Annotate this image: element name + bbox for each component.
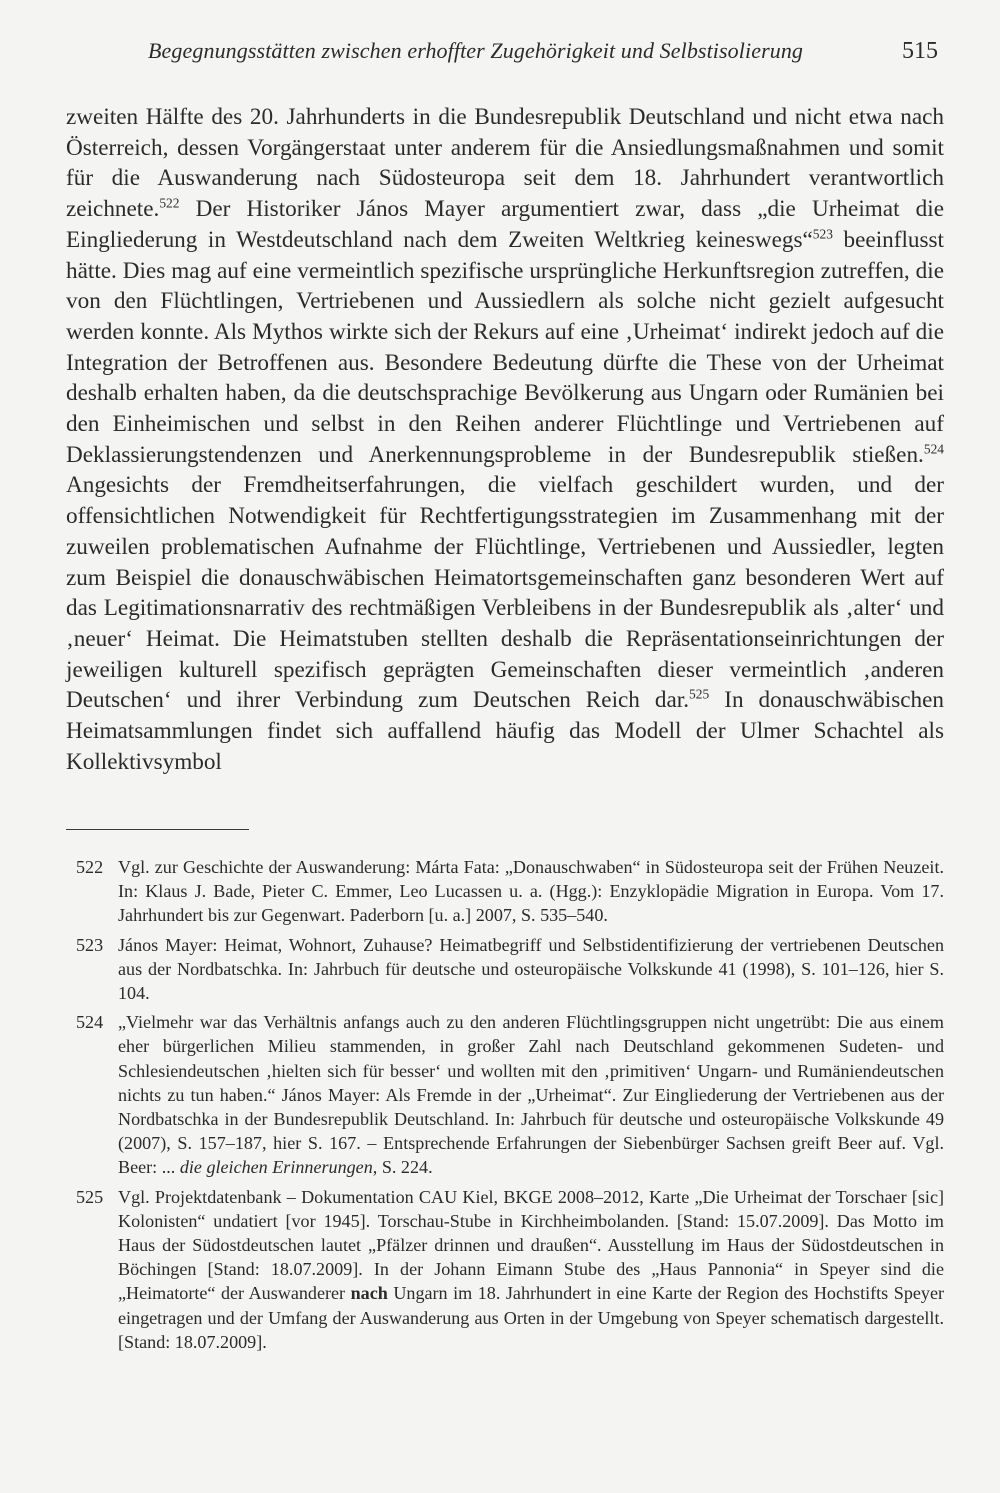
footnote-text-tail: , S. 224.	[372, 1157, 433, 1178]
footnote-ref-525[interactable]: 525	[689, 686, 710, 702]
footnote-524	[66, 1010, 944, 1179]
footnote-525	[66, 1185, 944, 1354]
footnote-italic-title: die gleichen Erinnerungen	[179, 1157, 373, 1178]
footnote-ref-523[interactable]: 523	[812, 226, 833, 242]
footnote-522	[66, 855, 944, 928]
main-paragraph	[66, 102, 944, 777]
footnote-text-tail: Ungarn im 18. Jahrhundert in eine Karte der Region des Hochstifts Speyer eingetragen und der Umfang der Auswanderung aus Orten in der Umgebung von Speyer schematisch dargestellt. [Stand: 18.07.2009].	[118, 1283, 944, 1352]
running-header	[66, 38, 938, 72]
paragraph-text: In donauschwäbischen Heimatsammlungen findet sich auffallend häufig das Modell der Ulmer Schachtel als Kollektivsymbol	[66, 687, 944, 775]
footnote-number: 522	[76, 857, 104, 877]
footnote-text: „Vielmehr war das Verhältnis anfangs auch zu den anderen Flüchtlingsgruppen nicht ungetrübt: Die aus einem eher bürgerlichen Milieu stammenden, in großer Zahl nach Deutschland gekommenen Sudeten- und Schlesiendeutschen ‚hielten sich für besser‘ und wollten mit den ‚primitiven‘ Ungarn- und Rumäniendeutschen nichts zu tun haben.“ János Mayer: Als Fremde in der „Urheimat“. Zur Eingliederung der Vertriebenen aus der Nordbatschka in der Bundesrepublik Deutschland. In: Jahrbuch für deutsche und osteuropäische Volkskunde 49 (2007), S. 157–187, hier S. 167. – Entsprechende Erfahrungen der Siebenbürger Sachsen greift Beer auf. Vgl. Beer: ...	[118, 1012, 944, 1178]
footnote-separator	[66, 829, 249, 830]
footnote-text: Vgl. zur Geschichte der Auswanderung: Márta Fata: „Donauschwaben“ in Südosteuropa seit der Frühen Neuzeit. In: Klaus J. Bade, Pieter C. Emmer, Leo Lucassen u. a. (Hgg.): Enzyklopädie Migration in Europa. Vom 17. Jahrhundert bis zur Gegenwart. Paderborn [u. a.] 2007, S. 535–540.	[118, 857, 944, 926]
footnote-523	[66, 933, 944, 1006]
footnote-text: Vgl. Projektdatenbank – Dokumentation CAU Kiel, BKGE 2008–2012, Karte „Die Urheimat der Torschaer [sic] Kolonisten“ undatiert [vor 1945]. Torschau-Stube in Kirchheimbolanden. [Stand: 15.07.2009]. Das Motto im Haus der Südostdeutschen lautet „Pfälzer drinnen und draußen“. Ausstellung im Haus der Südostdeutschen in Böchingen [Stand: 18.07.2009]. In der Johann Eimann Stube des „Haus Pannonia“ in Speyer sind die „Heimatorte“ der Auswanderer	[118, 1186, 944, 1304]
footnote-number: 523	[76, 934, 104, 955]
footnotes-list	[66, 855, 944, 1354]
footnote-bold-word: nach	[350, 1283, 388, 1304]
footnote-ref-522[interactable]: 522	[159, 195, 180, 211]
running-title: Begegnungsstätten zwischen erhoffter Zugehörigkeit und Selbstisolierung	[148, 38, 804, 63]
paragraph-text: Angesichts der Fremdheitserfahrungen, die vielfach geschildert wurden, und der offensichtlichen Notwendigkeit für Rechtfertigungsstrategien im Zusammenhang mit der zuweilen problematischen Aufnahme der Flüchtlinge, Vertriebenen und Aussiedler, legten zum Beispiel die donauschwäbischen Heimatortsgemeinschaften ganz besonderen Wert auf das Legitimationsnarrativ des rechtmäßigen Verbleibens in der Bundesrepublik als ‚alter‘ und ‚neuer‘ Heimat. Die Heimatstuben stellten deshalb die Repräsentationseinrichtungen der jeweiligen kulturell spezifisch geprägten Gemeinschaften dieser vermeintlich ‚anderen Deutschen‘ und ihrer Verbindung zum Deutschen Reich dar.	[66, 472, 944, 714]
paragraph-text: beeinflusst hätte. Dies mag auf eine vermeintlich spezifische ursprüngliche Herkunftsregion zutreffen, die von den Flüchtlingen, Vertriebenen und Aussiedlern als solche nicht gezielt aufgesucht werden konnte. Als Mythos wirkte sich der Rekurs auf eine ‚Urheimat‘ indirekt jedoch auf die Integration der Betroffenen aus. Besondere Bedeutung dürfte die These von der Urheimat deshalb erhalten haben, da die deutschsprachige Bevölkerung aus Ungarn oder Rumänien bei den Einheimischen und selbst in den Reihen anderer Flüchtlinge und Vertriebenen auf Deklassierungstendenzen und Anerkennungsprobleme in der Bundesrepublik stießen.	[66, 226, 944, 468]
paragraph-text: Der Historiker János Mayer argumentiert zwar, dass „die Urheimat die Eingliederung in Westdeutschland nach dem Zweiten Weltkrieg keineswegs“	[66, 196, 944, 253]
footnote-number: 524	[76, 1012, 104, 1033]
paragraph-text: zweiten Hälfte des 20. Jahrhunderts in die Bundesrepublik Deutschland und nicht etwa nach Österreich, dessen Vorgängerstaat unter anderem für die Ansiedlungsmaßnahmen und somit für die Auswanderung nach Südosteuropa seit dem 18. Jahrhundert verantwortlich zeichnete.	[66, 104, 944, 223]
page-number: 515	[902, 38, 938, 64]
footnote-number: 525	[76, 1186, 104, 1207]
footnote-text: János Mayer: Heimat, Wohnort, Zuhause? Heimatbegriff und Selbstidentifizierung der vertriebenen Deutschen aus der Nordbatschka. In: Jahrbuch für deutsche und osteuropäische Volkskunde 41 (1998), S. 101–126, hier S. 104.	[118, 934, 944, 1004]
footnote-ref-524[interactable]: 524	[923, 441, 944, 456]
